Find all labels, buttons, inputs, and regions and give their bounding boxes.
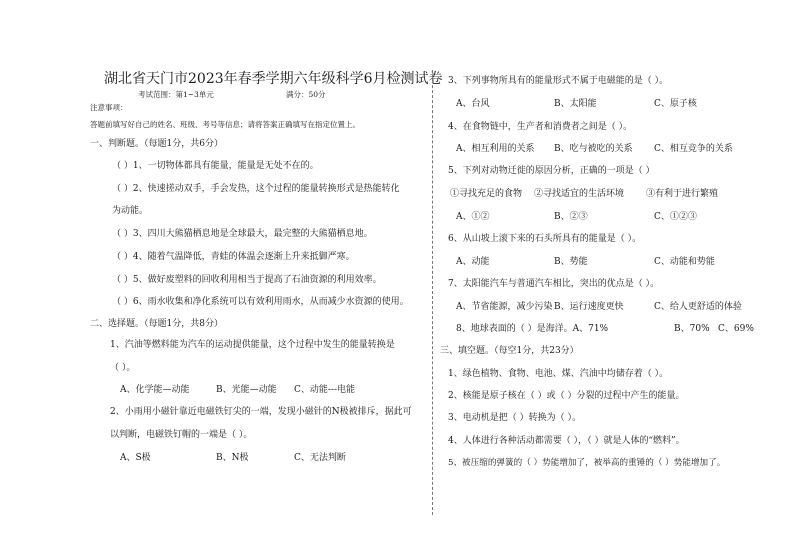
choice-q7-options: [456, 301, 742, 313]
section2-heading: 二、选择题。（每题1分，共8分）: [90, 319, 223, 329]
judge-item-2-cont: 为动能。: [112, 206, 149, 216]
choice-q2-option-a: A、S极: [120, 453, 151, 463]
right-column: [440, 0, 794, 550]
choice-q8: [456, 323, 754, 335]
choice-q8-text: 8、地球表面的（ ）是海洋。A、71%: [456, 324, 609, 334]
choice-q4-options: [456, 143, 733, 155]
fill-item-4: 4、人体进行各种活动都需要（ ），（ ）就是人体的“燃料”。: [448, 436, 685, 446]
choice-q5: 5、下列对动物迁徙的原因分析，正确的一项是（ ）: [448, 166, 655, 176]
notice-text: 答题前填写好自己的姓名、班级、考号等信息；请将答案正确填写在指定位置上。: [90, 120, 360, 129]
section1-heading: 一、判断题。（每题1分，共6分）: [90, 139, 223, 149]
choice-q6-option-c: C、动能和势能: [654, 257, 715, 267]
left-column: [90, 0, 443, 550]
choice-q3: 3、下列事物所具有的能量形式不属于电磁能的是（ ）。: [448, 76, 669, 86]
choice-q1: 1、汽油等燃料能为汽车的运动提供能量，这个过程中发生的能量转换是: [110, 340, 395, 350]
fill-item-5: 5、被压缩的弹簧的（ ）势能增加了，被举高的重锤的（ ）势能增加了。: [448, 458, 726, 468]
choice-q5-reasons: [450, 188, 718, 200]
choice-q3-option-c: C、原子核: [654, 99, 697, 109]
choice-q7-option-b: B、运行速度更快: [554, 302, 624, 312]
choice-q5-options: [456, 211, 697, 223]
choice-q5-reason-1: ①寻找充足的食物: [450, 189, 523, 199]
judge-item-3: （ ）3、四川大熊猫栖息地是全球最大，最完整的大熊猫栖息地。: [112, 229, 373, 239]
column-divider: [432, 70, 433, 515]
judge-item-5: （ ）5、做好废塑料的回收利用相当于提高了石油资源的利用效率。: [112, 275, 382, 285]
choice-q7-option-c: C、给人更舒适的体验: [654, 302, 742, 312]
judge-item-6: （ ）6、雨水收集和净化系统可以有效利用雨水，从而减少水资源的使用。: [112, 297, 409, 307]
choice-q5-reason-3: ③有利于进行繁殖: [646, 189, 719, 199]
full-score: 满分：50分: [286, 90, 326, 99]
fill-item-1: 1、绿色植物、食物、电池、煤、汽油中均储存着（ ）。: [448, 369, 669, 379]
judge-item-4: （ ）4、随着气温降低，青蛙的体温会逐渐上升来抵御严寒。: [112, 252, 355, 262]
choice-q7-option-a: A、节省能源，减少污染: [456, 302, 553, 312]
choice-q1-option-c: C、动能---电能: [294, 385, 356, 395]
choice-q5-option-a: A、①②: [456, 212, 490, 222]
exam-title: 湖北省天门市2023年春季学期六年级科学6月检测试卷: [104, 71, 443, 87]
choice-q6-options: [456, 256, 715, 268]
choice-q1-options: [120, 384, 355, 396]
choice-q4-option-a: A、相互利用的关系: [456, 144, 535, 154]
choice-q4: 4、在食物链中，生产者和消费者之间是（ ）。: [448, 122, 633, 132]
choice-q3-option-b: B、太阳能: [554, 99, 597, 109]
choice-q6-option-a: A、动能: [456, 257, 490, 267]
choice-q3-option-a: A、台风: [456, 99, 490, 109]
choice-q2-option-b: B、N极: [216, 453, 249, 463]
choice-q8-option-c: C、69%: [718, 324, 754, 334]
notice-title: 注意事项：: [90, 103, 128, 112]
choice-q4-option-b: B、吃与被吃的关系: [554, 144, 633, 154]
judge-item-2: （ ）2、快速搓动双手，手会发热，这个过程的能量转换形式是热能转化: [112, 184, 400, 194]
fill-item-3: 3、电动机是把（ ）转换为（ ）。: [448, 413, 581, 423]
choice-q1-cont: （ ）。: [110, 363, 136, 373]
choice-q5-option-c: C、①②③: [654, 212, 697, 222]
choice-q5-option-b: B、②③: [554, 212, 588, 222]
choice-q1-option-a: A、化学能—动能: [120, 385, 190, 395]
choice-q8-option-b: B、70%: [674, 324, 710, 334]
choice-q1-option-b: B、光能—动能: [216, 385, 277, 395]
choice-q6-option-b: B、势能: [554, 257, 588, 267]
choice-q6: 6、从山坡上滚下来的石头所具有的能量是（ ）。: [448, 234, 642, 244]
choice-q2-option-c: C、无法判断: [294, 453, 346, 463]
judge-item-1: （ ）1、一切物体都具有能量，能量是无处不在的。: [112, 161, 319, 171]
choice-q2-options: [120, 452, 346, 464]
choice-q4-option-c: C、相互竞争的关系: [654, 144, 733, 154]
choice-q5-reason-2: ②寻找适宜的生活环境: [534, 189, 625, 199]
section3-heading: 三、填空题。（每空1分，共23分）: [440, 346, 579, 356]
choice-q2-cont: 以判断，电磁铁钉帽的一端是（ ）。: [110, 430, 253, 440]
exam-scope: 考试范围：第1~3单元: [138, 90, 214, 99]
choice-q7: 7、太阳能汽车与普通汽车相比，突出的优点是（ ）。: [448, 279, 660, 289]
fill-item-2: 2、核能是原子核在（ ）或（ ）分裂的过程中产生的能量。: [448, 391, 685, 401]
choice-q3-options: [456, 98, 697, 110]
choice-q2: 2、小雨用小磁针靠近电磁铁钉尖的一端，发现小磁针的N极被排斥，据此可: [110, 407, 412, 417]
